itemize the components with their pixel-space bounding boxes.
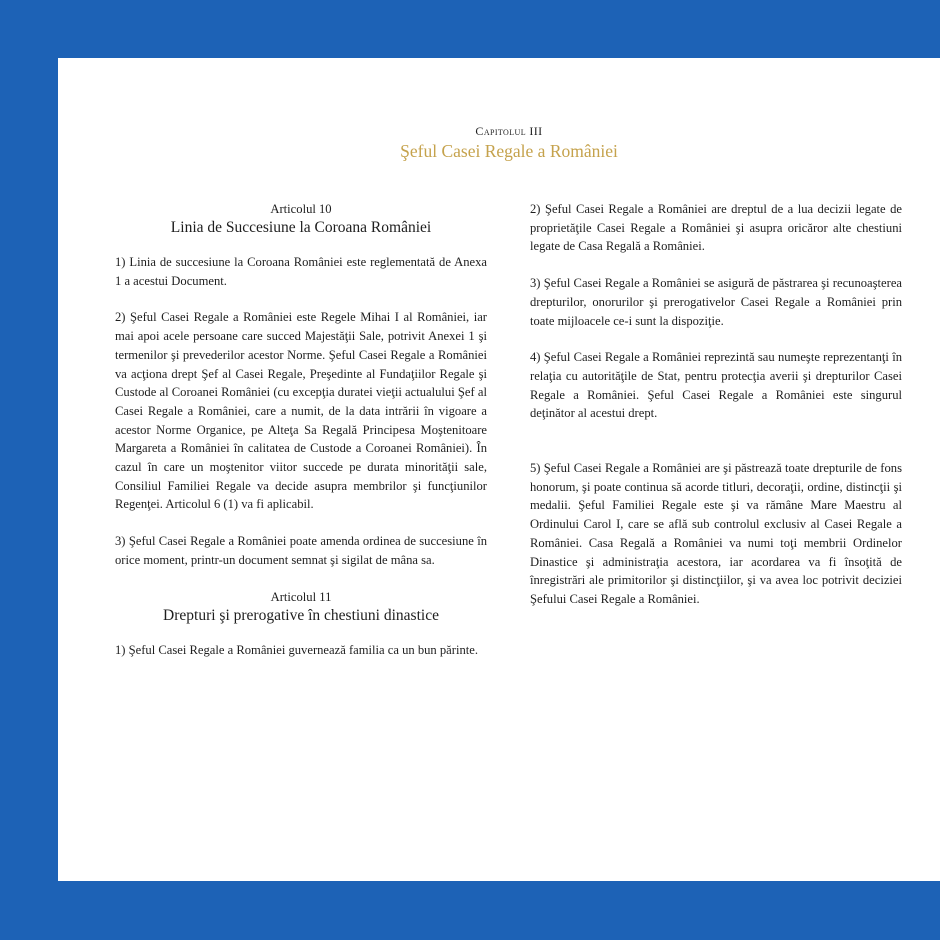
article-10-paragraph-3: 3) Şeful Casei Regale a României poate amenda ordinea de succesiune în orice moment, printr-un document semnat şi sigilat de mâna sa. xyxy=(115,534,487,567)
article-10-number: Articolul 10 xyxy=(270,202,332,216)
chapter-label: Capitolul III xyxy=(475,124,543,138)
article-11-number: Articolul 11 xyxy=(270,589,332,604)
article-10-paragraph-2: 2) Şeful Casei Regale a României este Regele Mihai I al României, iar mai apoi acele persoane care succed Majestăţii Sale, potrivit Anexei 1 şi termenilor şi prevederilor acestor Norme. Şeful Casei Regale a României va acţiona drept Şef al Casei Regale, Preşedinte al Fundaţiilor Regale şi Custode al Coroanei României (cu excepţia duratei vieţii actualului Şef al Casei Regale a României, care a numit, de la data intrării în vigoare a acestor Norme Organice, pe Alteţa Sa Regală Principesa Moştenitoare Margareta a României în calitatea de Custode a Coroanei României). În cazul în care un moştenitor viitor succede pe durata minorităţii sale, Consiliul Familiei Regale va decide asupra membrilor şi funcţiunilor Regenţei. Articolul 6 (1) va fi aplicabil. xyxy=(115,310,487,512)
article-11-paragraph-5: 5) Şeful Casei Regale a României are şi păstrează toate drepturile de fons honorum, şi poate continua să acorde titluri, decoraţii, ordine, distincţii şi medalii. Şeful Familiei Regale este şi va rămâne Mare Maestru al Ordinului Carol I, care se află sub controlul exclusiv al Casei Regale a României. Casa Regală a României va numi toţi membrii Ordinelor Dinastice şi administraţia acestora, iar acordarea va fi însoţită de înregistrări ale primitorilor şi distincţiilor, şi va avea loc potrivit deciziei Şefului Casei Regale a României. xyxy=(530,461,902,606)
article-11-paragraph-4: 4) Şeful Casei Regale a României reprezintă sau numeşte reprezentanţi în relaţia cu autorităţile de Stat, pentru protecţia averii şi drepturilor Casei Regale a României. Şeful Casei Regale a României este singurul deţinător al acestui drept. xyxy=(530,350,902,421)
article-11-paragraph-3: 3) Şeful Casei Regale a României se asigură de păstrarea şi recunoaşterea drepturilor, onorurilor şi prerogativelor Casei Regale a României prin toate mijloacele ce-i sunt la dispoziţie. xyxy=(530,276,902,328)
document-page xyxy=(58,58,940,881)
article-11-paragraph-2: 2) Şeful Casei Regale a României are dreptul de a lua decizii legate de proprietăţile Casei Regale a României şi asupra oricăror alte chestiuni legate de Casa Regală a României. xyxy=(530,202,902,254)
article-11-title: Drepturi şi prerogative în chestiuni dinastice xyxy=(163,606,439,624)
chapter-title: Şeful Casei Regale a României xyxy=(400,141,618,161)
paragraph-spacer xyxy=(530,441,902,459)
left-column xyxy=(115,200,487,677)
right-column xyxy=(530,200,902,627)
article-10-title: Linia de Succesiune la Coroana României xyxy=(170,219,432,236)
article-11-paragraph-1: 1) Şeful Casei Regale a României guvernează familia ca un bun părinte. xyxy=(115,642,478,657)
article-10-paragraph-1: 1) Linia de succesiune la Coroana României este reglementată de Anexa 1 a acestui Document. xyxy=(115,255,487,288)
